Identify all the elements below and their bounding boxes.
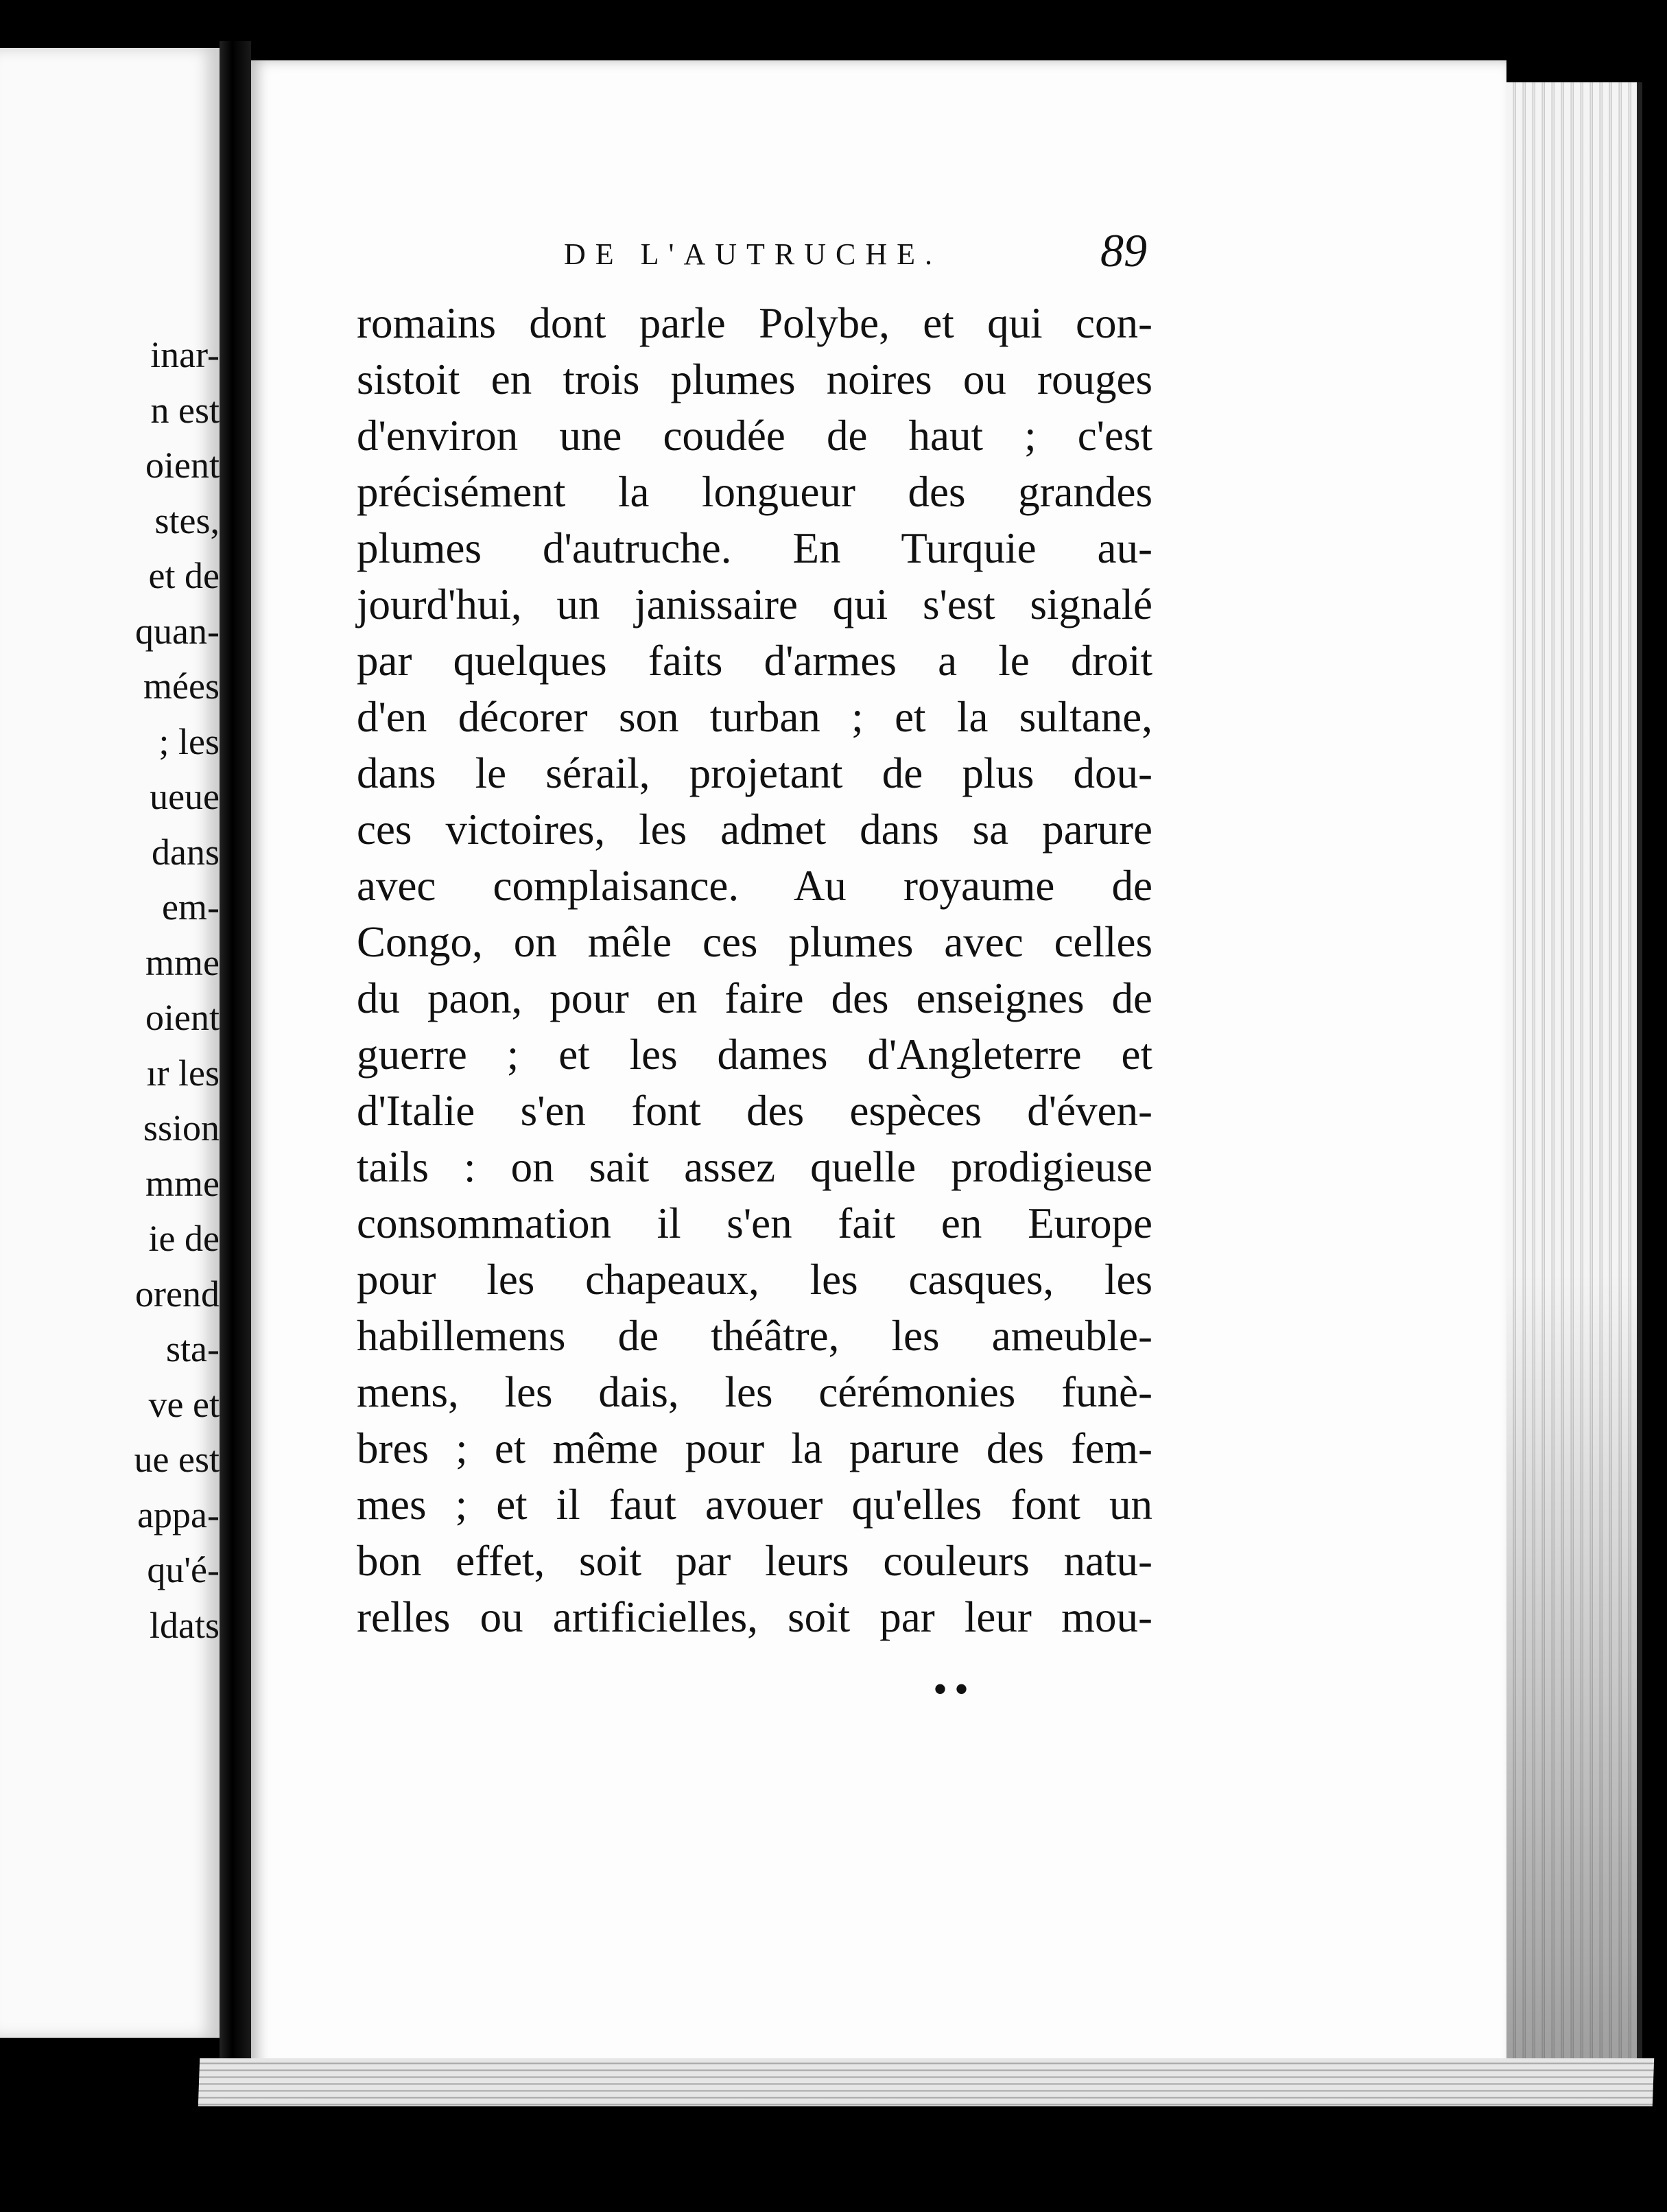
- left-page-line: qu'é-: [147, 1549, 220, 1590]
- text-line: plumes d'autruche. En Turquie au-: [357, 524, 1152, 572]
- left-page-line: oient: [145, 997, 220, 1038]
- book-gutter: [220, 41, 251, 2086]
- left-page-line: mme: [145, 941, 220, 983]
- left-page-line: ; les: [158, 720, 220, 762]
- page-number: 89: [1100, 224, 1147, 276]
- text-line: jourd'hui, un janissaire qui s'est signalé: [357, 580, 1152, 628]
- text-line: avec complaisance. Au royaume de: [357, 862, 1152, 910]
- running-head: DE L'AUTRUCHE.: [564, 237, 943, 271]
- text-line: habillemens de théâtre, les ameuble-: [357, 1312, 1152, 1360]
- text-line: sistoit en trois plumes noires ou rouges: [357, 355, 1152, 403]
- left-page-line: inar-: [150, 334, 220, 375]
- left-page-line: et de: [148, 555, 220, 596]
- text-line: relles ou artificielles, soit par leur mou-: [357, 1593, 1152, 1641]
- text-line: tails : on sait assez quelle prodigieuse: [357, 1143, 1152, 1191]
- left-page-line: ssion: [143, 1107, 220, 1149]
- text-line: d'en décorer son turban ; et la sultane,: [357, 693, 1152, 741]
- left-page-line: ve et: [148, 1383, 220, 1425]
- left-page-line: orend: [135, 1273, 220, 1315]
- text-line: dans le sérail, projetant de plus dou-: [357, 749, 1152, 797]
- left-page-line: mées: [143, 666, 220, 707]
- left-page-line: mme: [145, 1162, 220, 1204]
- left-page-line: n est: [150, 389, 220, 431]
- left-page-line: em-: [162, 886, 220, 928]
- body-text: [357, 295, 1152, 1645]
- text-line: du paon, pour en faire des enseignes de: [357, 974, 1152, 1022]
- page-edge-stack: [1506, 82, 1642, 2065]
- text-line: par quelques faits d'armes a le droit: [357, 637, 1152, 685]
- left-page-line: ueue: [150, 776, 220, 817]
- text-line: ces victoires, les admet dans sa parure: [357, 805, 1152, 854]
- left-page-line: ır les: [146, 1052, 220, 1094]
- text-line: bres ; et même pour la parure des fem-: [357, 1424, 1152, 1472]
- text-line: mens, les dais, les cérémonies funè-: [357, 1368, 1152, 1416]
- text-line: bon effet, soit par leurs couleurs natu-: [357, 1537, 1152, 1585]
- left-page-line: quan-: [135, 610, 220, 652]
- bottom-page-edge: [198, 2058, 1654, 2106]
- left-page-line: stes,: [154, 499, 220, 541]
- left-page-line: appa-: [137, 1494, 220, 1536]
- text-line: précisément la longueur des grandes: [357, 468, 1152, 516]
- left-page-line: ldats: [150, 1604, 220, 1646]
- catchword-mark: ••: [933, 1667, 976, 1712]
- left-page-line: ie de: [148, 1218, 220, 1259]
- text-line: Congo, on mêle ces plumes avec celles: [357, 918, 1152, 966]
- left-page-line: sta-: [166, 1328, 220, 1369]
- left-page-line: oient: [145, 445, 220, 486]
- text-line: romains dont parle Polybe, et qui con-: [357, 299, 1152, 347]
- text-line: pour les chapeaux, les casques, les: [357, 1256, 1152, 1304]
- left-page-line: dans: [152, 831, 220, 873]
- text-line: consommation il s'en fait en Europe: [357, 1199, 1152, 1247]
- text-line: guerre ; et les dames d'Angleterre et: [357, 1031, 1152, 1079]
- text-line: d'environ une coudée de haut ; c'est: [357, 412, 1152, 460]
- left-page-fragment: [0, 48, 224, 2038]
- text-line: mes ; et il faut avouer qu'elles font un: [357, 1481, 1152, 1529]
- text-line: d'Italie s'en font des espèces d'éven-: [357, 1087, 1152, 1135]
- left-page-line: ue est: [134, 1439, 220, 1480]
